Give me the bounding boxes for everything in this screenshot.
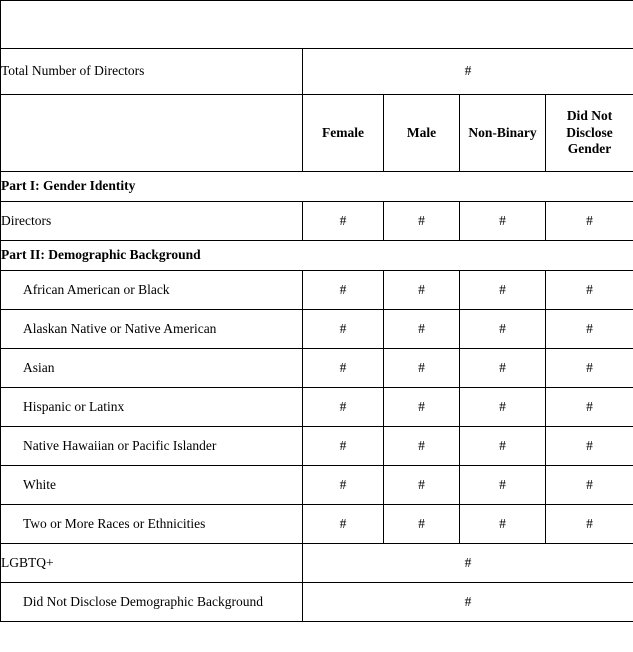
column-header-non-binary: Non-Binary: [460, 95, 546, 172]
cell-female: #: [303, 466, 384, 505]
row-label-white: White: [1, 466, 303, 505]
table-row: [1, 505, 633, 544]
cell-female: #: [303, 349, 384, 388]
table-row: [1, 427, 633, 466]
cell-male: #: [384, 466, 460, 505]
cell-did-not-disclose-gender: #: [546, 202, 633, 241]
cell-did-not-disclose-gender: #: [546, 505, 633, 544]
column-header-male: Male: [384, 95, 460, 172]
cell-male: #: [384, 388, 460, 427]
cell-male: #: [384, 427, 460, 466]
cell-did-not-disclose-gender: #: [546, 310, 633, 349]
row-label-did-not-disclose-demographic-background: Did Not Disclose Demographic Background: [1, 583, 303, 622]
cell-female: #: [303, 505, 384, 544]
row-label-hispanic-or-latinx: Hispanic or Latinx: [1, 388, 303, 427]
cell-non-binary: #: [460, 271, 546, 310]
title-row: [1, 1, 633, 49]
row-label-two-or-more-races-or-ethnicities: Two or More Races or Ethnicities: [1, 505, 303, 544]
cell-male: #: [384, 310, 460, 349]
column-header-blank: [1, 95, 303, 172]
column-header-did-not-disclose-gender: Did Not Disclose Gender: [546, 95, 633, 172]
cell-did-not-disclose-gender: #: [546, 271, 633, 310]
column-header-female: Female: [303, 95, 384, 172]
table-row: [1, 310, 633, 349]
cell-female: #: [303, 427, 384, 466]
cell-did-not-disclose-gender: #: [546, 466, 633, 505]
cell-did-not-disclose-demographic-total: #: [303, 583, 633, 622]
row-label-african-american-or-black: African American or Black: [1, 271, 303, 310]
cell-female: #: [303, 271, 384, 310]
matrix-body: [1, 1, 633, 622]
section-heading-row: [1, 241, 633, 271]
cell-did-not-disclose-gender: #: [546, 349, 633, 388]
table-row: [1, 466, 633, 505]
cell-did-not-disclose-gender: #: [546, 427, 633, 466]
row-label-native-hawaiian-or-pacific-islander: Native Hawaiian or Pacific Islander: [1, 427, 303, 466]
table-row: [1, 583, 633, 622]
cell-female: #: [303, 310, 384, 349]
table-row: [1, 202, 633, 241]
row-label-alaskan-native-or-native-american: Alaskan Native or Native American: [1, 310, 303, 349]
row-label-lgbtq: LGBTQ+: [1, 544, 303, 583]
table-row: [1, 271, 633, 310]
row-label-asian: Asian: [1, 349, 303, 388]
table-row: [1, 388, 633, 427]
section-heading-part-i: Part I: Gender Identity: [1, 172, 633, 202]
section-heading-part-ii: Part II: Demographic Background: [1, 241, 633, 271]
cell-non-binary: #: [460, 427, 546, 466]
total-directors-row: [1, 49, 633, 95]
cell-female: #: [303, 202, 384, 241]
cell-non-binary: #: [460, 505, 546, 544]
matrix-title: Board Diversity Matrix (As of [DATE]): [1, 1, 633, 49]
section-heading-row: [1, 172, 633, 202]
table-row: [1, 349, 633, 388]
cell-non-binary: #: [460, 466, 546, 505]
total-directors-label: Total Number of Directors: [1, 49, 303, 95]
cell-non-binary: #: [460, 349, 546, 388]
cell-lgbtq-total: #: [303, 544, 633, 583]
total-directors-value: #: [303, 49, 633, 95]
cell-male: #: [384, 202, 460, 241]
cell-female: #: [303, 388, 384, 427]
column-header-row: [1, 95, 633, 172]
row-label-directors: Directors: [1, 202, 303, 241]
cell-non-binary: #: [460, 388, 546, 427]
cell-male: #: [384, 349, 460, 388]
table-row: [1, 544, 633, 583]
cell-non-binary: #: [460, 202, 546, 241]
cell-male: #: [384, 505, 460, 544]
cell-did-not-disclose-gender: #: [546, 388, 633, 427]
cell-male: #: [384, 271, 460, 310]
cell-non-binary: #: [460, 310, 546, 349]
